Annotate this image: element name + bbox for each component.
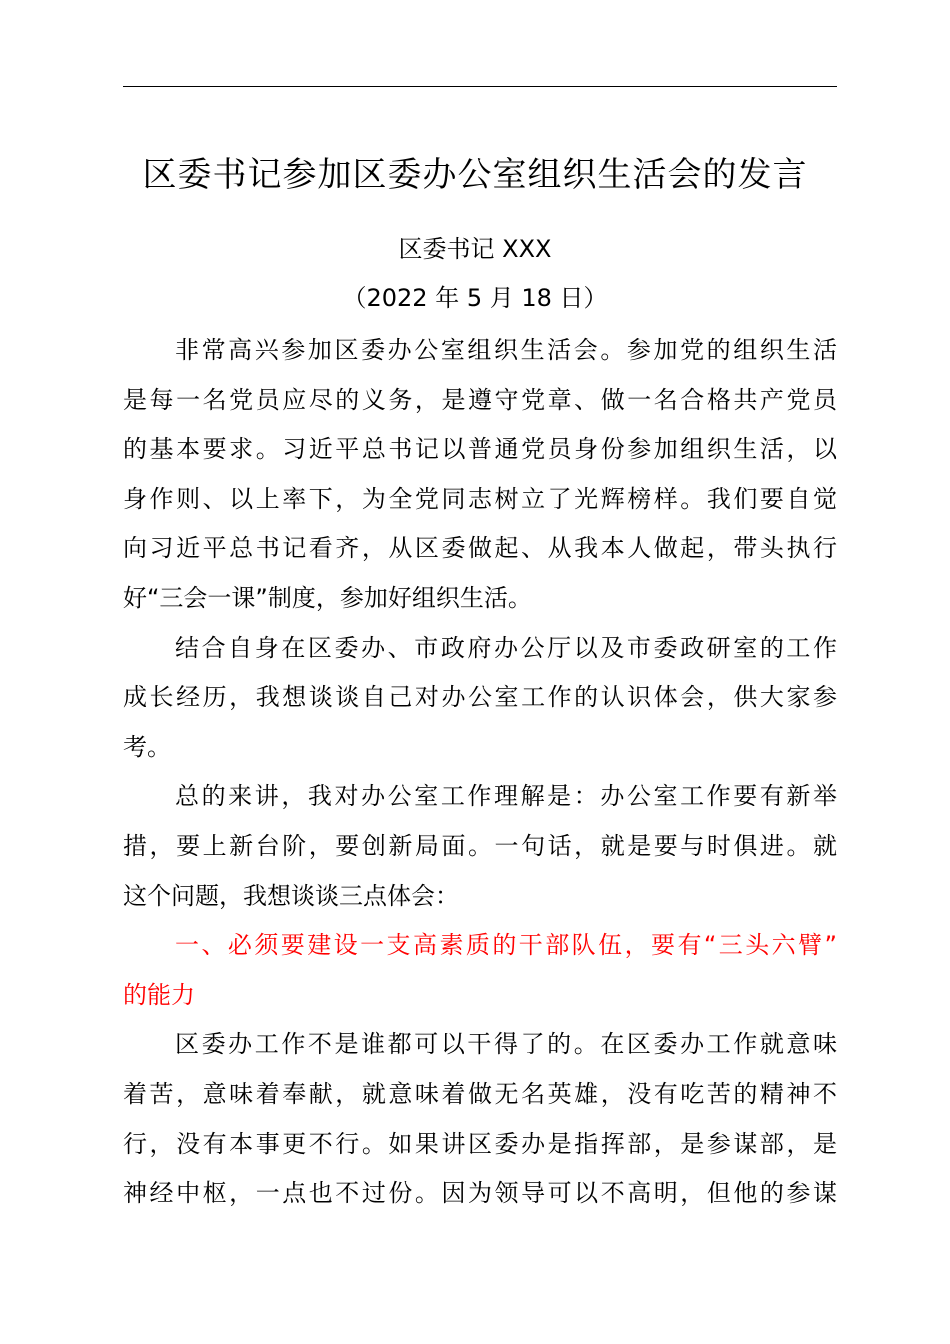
document-body [123,326,837,1219]
paragraph-line: 是每一名党员应尽的义务，是遵守党章、做一名合格共产党员 [123,385,837,414]
paragraph-line: 非常高兴参加区委办公室组织生活会。参加党的组织生活 [175,336,837,364]
paragraph-line: 措，要上新台阶，要创新局面。一句话，就是要与时俱进。就 [123,831,837,860]
paragraph-line: 总的来讲，我对办公室工作理解是：办公室工作要有新举 [175,782,837,811]
paragraph-line: 考。 [123,732,171,761]
section-heading-line: 一、必须要建设一支高素质的干部队伍，要有“三头六臂” [175,931,837,960]
paragraph-line: 这个问题，我想谈谈三点体会： [123,881,459,910]
header-rule [123,86,837,87]
document-author: 区委书记 XXX [398,235,552,263]
paragraph-line: 成长经历，我想谈谈自己对办公室工作的认识体会，供大家参 [123,683,837,712]
paragraph-line: 的基本要求。习近平总书记以普通党员身份参加组织生活，以 [123,435,837,464]
paragraph-line: 着苦，意味着奉献，就意味着做无名英雄，没有吃苦的精神不 [123,1079,837,1108]
paragraph-line: 神经中枢，一点也不过份。因为领导可以不高明，但他的参谋 [123,1179,837,1208]
document-title: 区委书记参加区委办公室组织生活会的发言 [142,155,808,195]
paragraph-line: 好“三会一课”制度，参加好组织生活。 [123,583,532,612]
paragraph-line: 结合自身在区委办、市政府办公厅以及市委政研室的工作 [175,633,837,662]
paragraph-line: 行，没有本事更不行。如果讲区委办是指挥部，是参谋部，是 [123,1129,837,1158]
paragraph-line: 向习近平总书记看齐，从区委做起、从我本人做起，带头执行 [123,534,837,563]
document-date: （2022 年 5 月 18 日） [342,284,608,312]
paragraph-line: 区委办工作不是谁都可以干得了的。在区委办工作就意味 [175,1030,837,1059]
section-heading-line: 的能力 [123,980,195,1009]
paragraph-line: 身作则、以上率下，为全党同志树立了光辉榜样。我们要自觉 [123,484,837,513]
